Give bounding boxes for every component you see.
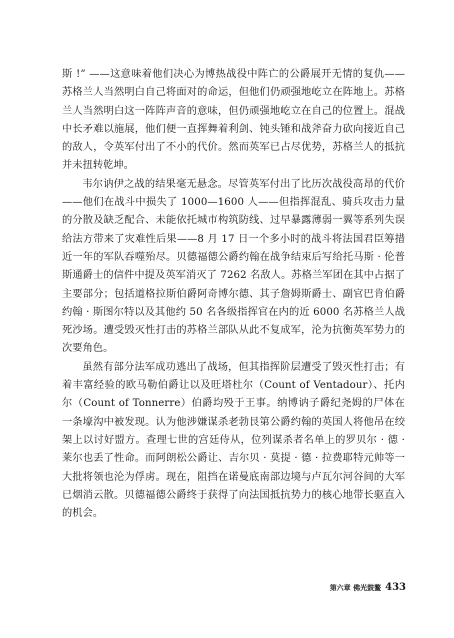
paragraph-2: 韦尔讷伊之战的结果毫无悬念。尽管英军付出了比历次战役高昂的代价——他们在战斗中损失了 1000—1600 人——但指挥混乱、骑兵攻击力量的分散及缺乏配合、未能依托城市构筑防线、过早暴露薄弱一翼等系列失误给法方带来了灾难性后果——8 月 17 日一个多小时的战斗将法国君臣筹措近一年的军队吞噬殆尽。贝德福德公爵约翰在战争结束后写给托马斯 · 伦普斯通爵士的信件中提及英军消灭了 7262 名敌人。苏格兰军团在其中占据了主要部分；包括道格拉斯伯爵阿奇博尔德、其子詹姆斯爵士、副官巴肯伯爵约翰 · 斯图尔特以及其他约 50 名各级指挥官在内的近 6000 名苏格兰人战死沙场。遭受毁灭性打击的苏格兰部队从此不复成军，沦为抗衡英军势力的次要角色。 [62,178,405,355]
paragraph-3: 虽然有部分法军成功逃出了战场，但其指挥阶层遭受了毁灭性打击；有着丰富经验的欧马勒伯爵让以及旺塔杜尔（Count of Ventadour）、托内尔（Count of Tonnerre）伯爵均殁于王事。纳博讷子爵纪尧姆的尸体在一条壕沟中被发现。认为他涉嫌谋杀老勃艮第公爵约翰的英国人将他吊在绞架上以讨好盟方。查理七世的宫廷侍从，位列谋杀者名单上的罗贝尔 · 德 · 莱尔也丢了性命。而阿朗松公爵让、吉尔贝 · 莫提 · 德 · 拉费耶特元帅等一大批将领也沦为俘虏。现在，阻挡在诺曼底南部边境与卢瓦尔河谷间的大军已烟消云散。贝德福德公爵终于获得了向法国抵抗势力的核心地带长驱直入的机会。 [62,361,405,520]
page-footer [330,582,406,593]
page-number: 433 [385,582,406,593]
chapter-running-head: 第六章 佛光鼓鳌 [329,584,382,592]
page-body [62,66,405,523]
paragraph-1: 斯 !” ——这意味着他们决心为博热战役中阵亡的公爵展开无情的复仇——苏格兰人当然明白自己将面对的命运，但他们仍顽强地屹立在阵地上。苏格兰人当然明白这一阵阵声音的意味，但仍顽强地屹立在自己的位置上。混战中长矛难以施展，他们便一直挥舞着利剑、钝头锤和战斧奋力砍向接近自己的敌人，令英军付出了不小的代价。然而英军已占尽优势，苏格兰人的抵抗并未扭转乾坤。 [62,69,405,172]
